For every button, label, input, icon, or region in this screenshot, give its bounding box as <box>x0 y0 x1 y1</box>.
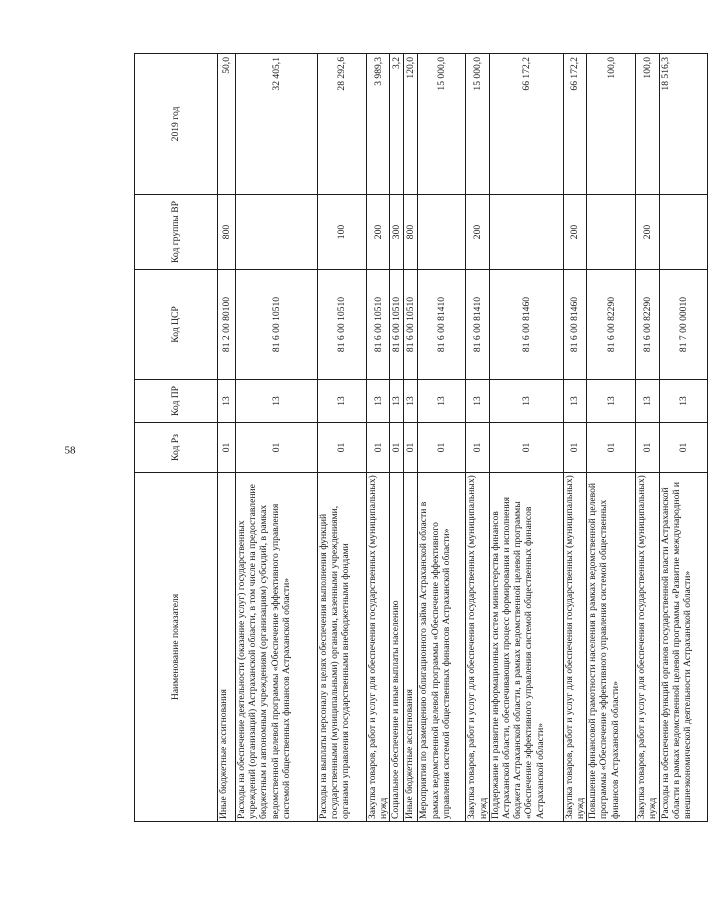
row-vr: 200 <box>466 195 489 270</box>
row-sum: 18 516,3 <box>659 54 707 195</box>
header-2019: 2019 год <box>135 54 218 195</box>
row-sum: 50,0 <box>218 54 236 195</box>
table-row <box>489 54 563 822</box>
table-row <box>466 54 489 822</box>
row-name: Иные бюджетные ассигнования <box>404 473 418 822</box>
row-pr: 13 <box>587 380 636 423</box>
table-row <box>390 54 404 822</box>
row-pr: 13 <box>218 380 236 423</box>
row-pr: 13 <box>367 380 390 423</box>
table-row <box>236 54 318 822</box>
row-sum: 66 172,2 <box>489 54 563 195</box>
row-rz: 01 <box>218 423 236 473</box>
row-sum: 100,0 <box>636 54 659 195</box>
row-sum: 15 000,0 <box>418 54 466 195</box>
table-row <box>587 54 636 822</box>
row-pr: 13 <box>563 380 586 423</box>
row-pr: 13 <box>466 380 489 423</box>
row-sum: 3,2 <box>390 54 404 195</box>
header-csr: Код ЦСР <box>135 270 218 380</box>
row-pr: 13 <box>636 380 659 423</box>
table-row <box>659 54 707 822</box>
table-header-row <box>135 54 218 822</box>
table-row <box>636 54 659 822</box>
row-name: Мероприятия по размещению облигационного займа Астраханской области в рамках ведомственной целевой программы «Обеспечение эффективного управления системой общественных финансов Астраханской области» <box>418 473 466 822</box>
row-name: Социальное обеспечение и иные выплаты населению <box>390 473 404 822</box>
row-sum: 100,0 <box>587 54 636 195</box>
row-csr: 81 6 00 81410 <box>418 270 466 380</box>
row-rz: 01 <box>466 423 489 473</box>
row-pr: 13 <box>489 380 563 423</box>
row-pr: 13 <box>390 380 404 423</box>
row-name: Закупка товаров, работ и услуг для обеспечения государственных (муниципальных) нужд <box>466 473 489 822</box>
row-pr: 13 <box>318 380 367 423</box>
row-name: Расходы на обеспечение деятельности (оказание услуг) государственных учреждений (организаций) Астраханской области, в том числе на предоставление бюджетным и автономным учреждениям (организациям) субсидий, в рамках ведомственной целевой программы «Обеспечение эффективного управления системой общественных финансов Астраханской области» <box>236 473 318 822</box>
row-rz: 01 <box>636 423 659 473</box>
row-sum: 32 405,1 <box>236 54 318 195</box>
row-rz: 01 <box>367 423 390 473</box>
page-number: 58 <box>64 444 76 457</box>
table-row <box>367 54 390 822</box>
row-rz: 01 <box>418 423 466 473</box>
row-csr: 81 6 00 81460 <box>563 270 586 380</box>
row-sum: 15 000,0 <box>466 54 489 195</box>
table-row <box>318 54 367 822</box>
row-csr: 81 6 00 81460 <box>489 270 563 380</box>
row-pr: 13 <box>418 380 466 423</box>
row-sum: 28 292,6 <box>318 54 367 195</box>
row-vr: 800 <box>404 195 418 270</box>
row-csr: 81 2 00 80100 <box>218 270 236 380</box>
row-sum: 120,0 <box>404 54 418 195</box>
row-name: Повышение финансовой грамотности населения в рамках ведомственной целевой программы «Обеспечение эффективного управления системой общественных финансов Астраханской области» <box>587 473 636 822</box>
row-vr: 300 <box>390 195 404 270</box>
row-rz: 01 <box>587 423 636 473</box>
header-name: Наименование показателя <box>135 473 218 822</box>
row-csr: 81 6 00 10510 <box>404 270 418 380</box>
row-rz: 01 <box>659 423 707 473</box>
row-vr <box>587 195 636 270</box>
table-row <box>404 54 418 822</box>
row-pr: 13 <box>236 380 318 423</box>
row-csr: 81 6 00 82290 <box>587 270 636 380</box>
budget-table <box>134 53 708 822</box>
row-rz: 01 <box>390 423 404 473</box>
table-row <box>418 54 466 822</box>
table-row <box>218 54 236 822</box>
row-csr: 81 6 00 82290 <box>636 270 659 380</box>
row-sum: 66 172,2 <box>563 54 586 195</box>
row-rz: 01 <box>563 423 586 473</box>
table-row <box>563 54 586 822</box>
row-vr: 200 <box>563 195 586 270</box>
row-name: Расходы на обеспечение функций органов государственной власти Астраханской области в рамках ведомственной целевой программы «Развитие международной и внешнеэкономической деятельности Астраханской области» <box>659 473 707 822</box>
row-vr: 200 <box>367 195 390 270</box>
row-vr <box>236 195 318 270</box>
row-csr: 81 6 00 10510 <box>236 270 318 380</box>
row-csr: 81 6 00 81410 <box>466 270 489 380</box>
row-vr: 200 <box>636 195 659 270</box>
row-vr: 800 <box>218 195 236 270</box>
row-rz: 01 <box>318 423 367 473</box>
header-rz: Код Рз <box>135 423 218 473</box>
row-name: Закупка товаров, работ и услуг для обеспечения государственных (муниципальных) нужд <box>367 473 390 822</box>
header-pr: Код ПР <box>135 380 218 423</box>
row-name: Иные бюджетные ассигнования <box>218 473 236 822</box>
row-vr <box>418 195 466 270</box>
row-csr: 81 6 00 10510 <box>390 270 404 380</box>
row-csr: 81 7 00 00010 <box>659 270 707 380</box>
row-name: Расходы на выплаты персоналу в целях обеспечения выполнения функций государственными (муниципальными) органами, казенными учреждениями, органами управления государственными внебюджетными фондами <box>318 473 367 822</box>
row-pr: 13 <box>659 380 707 423</box>
row-rz: 01 <box>236 423 318 473</box>
row-sum: 3 989,3 <box>367 54 390 195</box>
row-name: Поддержание и развитие информационных систем министерства финансов Астраханской области, обеспечивающих процесс формирования и исполнения бюджета Астраханской области, в рамках ведомственной целевой программы «Обеспечение эффективного управления системой общественных финансов Астраханской области» <box>489 473 563 822</box>
row-name: Закупка товаров, работ и услуг для обеспечения государственных (муниципальных) нужд <box>563 473 586 822</box>
row-csr: 81 6 00 10510 <box>318 270 367 380</box>
row-vr <box>489 195 563 270</box>
row-vr <box>659 195 707 270</box>
row-pr: 13 <box>404 380 418 423</box>
row-rz: 01 <box>489 423 563 473</box>
row-vr: 100 <box>318 195 367 270</box>
header-vr: Код группы ВР <box>135 195 218 270</box>
row-name: Закупка товаров, работ и услуг для обеспечения государственных (муниципальных) нужд <box>636 473 659 822</box>
row-rz: 01 <box>404 423 418 473</box>
row-csr: 81 6 00 10510 <box>367 270 390 380</box>
